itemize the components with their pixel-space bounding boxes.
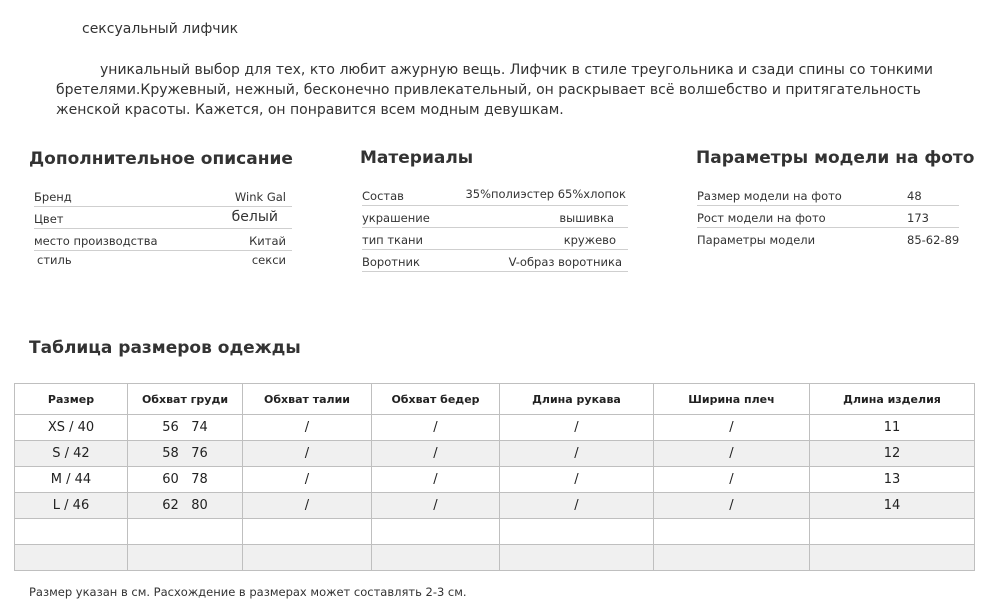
materials-heading: Материалы — [360, 148, 474, 168]
product-description: уникальный выбор для тех, кто любит ажурную вещь. Лифчик в стиле треугольника и сзади спины со тонкими бретелями.Кружевный, нежный, бесконечно привлекательный, он раскрывает всё волшебство и притягательность женской красоты. Кажется, он понравится всем модным девушкам. — [56, 62, 933, 118]
list-item — [697, 184, 959, 206]
column-header-size: Размер — [15, 384, 128, 415]
list-item — [362, 206, 628, 228]
cell-length: 12 — [810, 441, 975, 467]
list-item — [697, 228, 959, 250]
cell-size: M / 44 — [15, 467, 128, 493]
attribute-value: вышивка — [559, 211, 614, 225]
cell-hips: / — [372, 493, 500, 519]
list-item — [362, 228, 628, 250]
product-title: сексуальный лифчик — [82, 21, 239, 37]
column-header-waist: Обхват талии — [243, 384, 372, 415]
cell-size — [15, 519, 128, 545]
attribute-key: Цвет — [34, 212, 64, 226]
table-row — [15, 467, 975, 493]
cell-length — [810, 519, 975, 545]
cell-chest: 62 80 — [128, 493, 243, 519]
table-header-row — [15, 384, 975, 415]
attribute-key: Воротник — [362, 255, 420, 269]
attribute-value: белый — [231, 209, 278, 225]
size-table — [14, 383, 975, 571]
cell-sleeve: / — [500, 493, 654, 519]
size-footnote: Размер указан в см. Расхождение в размерах может составлять 2-3 см. — [29, 585, 467, 599]
column-header-hips: Обхват бедер — [372, 384, 500, 415]
attribute-value: 35%полиэстер 65%хлопок — [465, 187, 626, 201]
cell-length: 11 — [810, 415, 975, 441]
cell-length — [810, 545, 975, 571]
list-item — [697, 206, 959, 228]
column-header-shoulder: Ширина плеч — [654, 384, 810, 415]
attribute-key: Состав — [362, 189, 404, 203]
table-row — [15, 519, 975, 545]
cell-waist: / — [243, 441, 372, 467]
attribute-value: секси — [251, 253, 286, 267]
cell-hips — [372, 545, 500, 571]
extra-description-list — [34, 185, 292, 269]
attribute-key: Параметры модели — [697, 233, 816, 247]
cell-shoulder: / — [654, 467, 810, 493]
cell-sleeve: / — [500, 467, 654, 493]
attribute-value: 48 — [907, 189, 922, 203]
cell-size: XS / 40 — [15, 415, 128, 441]
cell-size: S / 42 — [15, 441, 128, 467]
cell-length: 14 — [810, 493, 975, 519]
list-item — [362, 250, 628, 272]
cell-sleeve: / — [500, 441, 654, 467]
cell-waist: / — [243, 467, 372, 493]
cell-chest: 60 78 — [128, 467, 243, 493]
attribute-key: Размер модели на фото — [697, 189, 842, 203]
table-row — [15, 415, 975, 441]
cell-length: 13 — [810, 467, 975, 493]
cell-shoulder: / — [654, 493, 810, 519]
cell-shoulder — [654, 545, 810, 571]
cell-size — [15, 545, 128, 571]
cell-sleeve — [500, 545, 654, 571]
cell-chest — [128, 519, 243, 545]
column-header-length: Длина изделия — [810, 384, 975, 415]
attribute-value: 173 — [907, 211, 929, 225]
attribute-key: Рост модели на фото — [697, 211, 826, 225]
column-header-sleeve: Длина рукава — [500, 384, 654, 415]
cell-shoulder: / — [654, 441, 810, 467]
cell-sleeve: / — [500, 415, 654, 441]
extra-description-heading: Дополнительное описание — [29, 149, 293, 169]
cell-size: L / 46 — [15, 493, 128, 519]
materials-list — [362, 184, 628, 272]
attribute-value: 85-62-89 — [907, 233, 960, 247]
cell-shoulder: / — [654, 415, 810, 441]
cell-waist — [243, 519, 372, 545]
table-row — [15, 545, 975, 571]
list-item — [34, 207, 292, 229]
attribute-key: Бренд — [34, 190, 72, 204]
table-row — [15, 493, 975, 519]
list-item — [34, 185, 292, 207]
cell-waist: / — [243, 493, 372, 519]
attribute-key: место производства — [34, 234, 158, 248]
attribute-key: стиль — [37, 253, 72, 267]
cell-waist: / — [243, 415, 372, 441]
cell-chest: 56 74 — [128, 415, 243, 441]
cell-hips — [372, 519, 500, 545]
attribute-value: V-образ воротника — [508, 255, 622, 269]
list-item — [34, 251, 292, 269]
model-parameters-list — [697, 184, 959, 250]
cell-hips: / — [372, 415, 500, 441]
cell-chest: 58 76 — [128, 441, 243, 467]
attribute-value: Китай — [249, 234, 286, 248]
list-item — [362, 184, 628, 206]
cell-chest — [128, 545, 243, 571]
cell-hips: / — [372, 467, 500, 493]
list-item — [34, 229, 292, 251]
cell-hips: / — [372, 441, 500, 467]
table-row — [15, 441, 975, 467]
attribute-value: Wink Gal — [234, 190, 286, 204]
attribute-key: тип ткани — [362, 233, 424, 247]
size-table-title: Таблица размеров одежды — [29, 338, 301, 358]
cell-sleeve — [500, 519, 654, 545]
cell-shoulder — [654, 519, 810, 545]
attribute-key: украшение — [362, 211, 430, 225]
column-header-chest: Обхват груди — [128, 384, 243, 415]
model-parameters-heading: Параметры модели на фото — [696, 148, 975, 168]
cell-waist — [243, 545, 372, 571]
attribute-value: кружево — [563, 233, 616, 247]
